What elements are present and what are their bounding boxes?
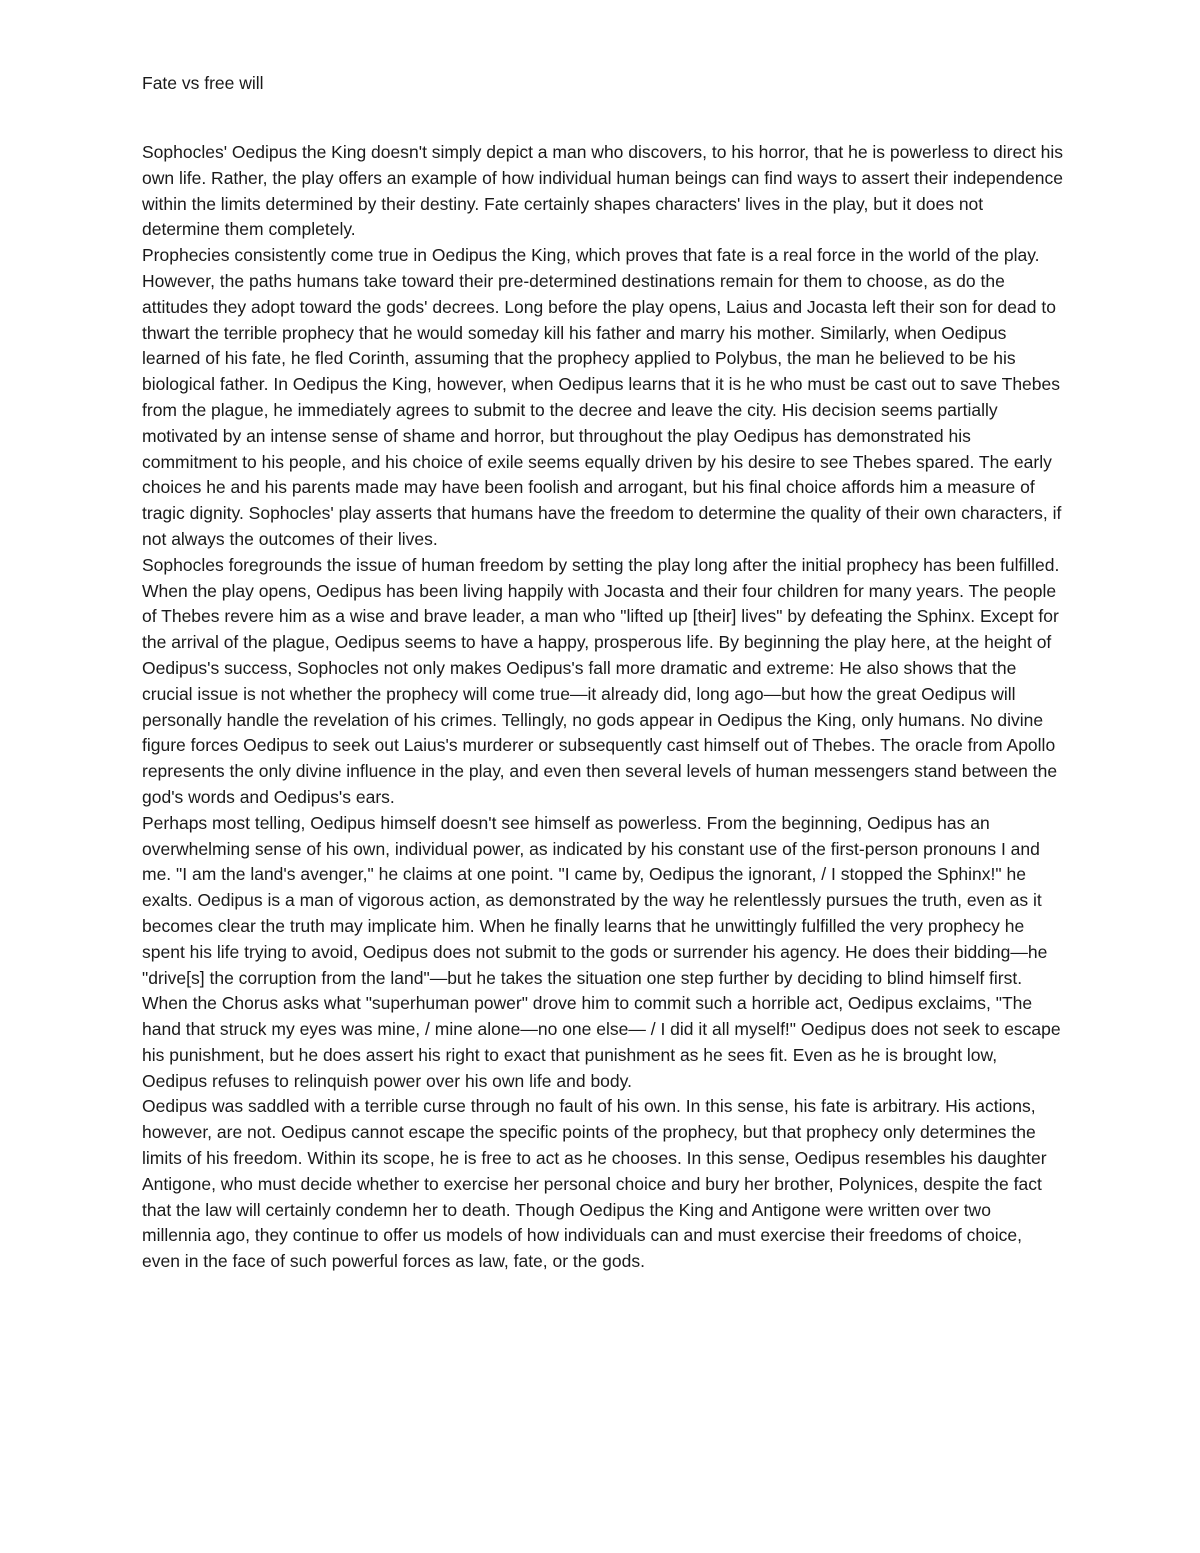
document-body [142,140,1064,1275]
paragraph-2: Prophecies consistently come true in Oedipus the King, which proves that fate is a real force in the world of the play. However, the paths humans take toward their pre-determined destinations remain for them to choose, as do the attitudes they adopt toward the gods' decrees. Long before the play opens, Laius and Jocasta left their son for dead to thwart the terrible prophecy that he would someday kill his father and marry his mother. Similarly, when Oedipus learned of his fate, he fled Corinth, assuming that the prophecy applied to Polybus, the man he believed to be his biological father. In Oedipus the King, however, when Oedipus learns that it is he who must be cast out to save Thebes from the plague, he immediately agrees to submit to the decree and leave the city. His decision seems partially motivated by an intense sense of shame and horror, but throughout the play Oedipus has demonstrated his commitment to his people, and his choice of exile seems equally driven by his desire to see Thebes spared. The early choices he and his parents made may have been foolish and arrogant, but his final choice affords him a measure of tragic dignity. Sophocles' play asserts that humans have the freedom to determine the quality of their own characters, if not always the outcomes of their lives. [142,245,1062,549]
paragraph-4: Perhaps most telling, Oedipus himself doesn't see himself as powerless. From the beginning, Oedipus has an overwhelming sense of his own, individual power, as indicated by his constant use of the first-person pronouns I and me. "I am the land's avenger," he claims at one point. "I came by, Oedipus the ignorant, / I stopped the Sphinx!" he exalts. Oedipus is a man of vigorous action, as demonstrated by the way he relentlessly pursues the truth, even as it becomes clear the truth may implicate him. When he finally learns that he unwittingly fulfilled the very prophecy he spent his life trying to avoid, Oedipus does not submit to the gods or surrender his agency. He does their bidding—he "drive[s] the corruption from the land"—but he takes the situation one step further by deciding to blind himself first. When the Chorus asks what "superhuman power" drove him to commit such a horrible act, Oedipus exclaims, "The hand that struck my eyes was mine, / mine alone—no one else— / I did it all myself!" Oedipus does not seek to escape his punishment, but he does assert his right to exact that punishment as he sees fit. Even as he is brought low, Oedipus refuses to relinquish power over his own life and body. [142,812,1061,1091]
paragraph-1: Sophocles' Oedipus the King doesn't simply depict a man who discovers, to his horror, that he is powerless to direct his own life. Rather, the play offers an example of how individual human beings can find ways to assert their independence within the limits determined by their destiny. Fate certainly shapes characters' lives in the play, but it does not determine them completely. [142,142,1064,240]
document-title: Fate vs free will [142,73,264,93]
paragraph-3: Sophocles foregrounds the issue of human freedom by setting the play long after the initial prophecy has been fulfilled. When the play opens, Oedipus has been living happily with Jocasta and their four children for many years. The people of Thebes revere him as a wise and brave leader, a man who "lifted up [their] lives" by defeating the Sphinx. Except for the arrival of the plague, Oedipus seems to have a happy, prosperous life. By beginning the play here, at the height of Oedipus's success, Sophocles not only makes Oedipus's fall more dramatic and extreme: He also shows that the crucial issue is not whether the prophecy will come true—it already did, long ago—but how the great Oedipus will personally handle the revelation of his crimes. Tellingly, no gods appear in Oedipus the King, only humans. No divine figure forces Oedipus to seek out Laius's murderer or subsequently cast himself out of Thebes. The oracle from Apollo represents the only divine influence in the play, and even then several levels of human messengers stand between the god's words and Oedipus's ears. [142,554,1060,807]
paragraph-5: Oedipus was saddled with a terrible curse through no fault of his own. In this sense, his fate is arbitrary. His actions, however, are not. Oedipus cannot escape the specific points of the prophecy, but that prophecy only determines the limits of his freedom. Within its scope, he is free to act as he chooses. In this sense, Oedipus resembles his daughter Antigone, who must decide whether to exercise her personal choice and bury her brother, Polynices, despite the fact that the law will certainly condemn her to death. Though Oedipus the King and Antigone were written over two millennia ago, they continue to offer us models of how individuals can and must exercise their freedoms of choice, even in the face of such powerful forces as law, fate, or the gods. [142,1096,1047,1272]
